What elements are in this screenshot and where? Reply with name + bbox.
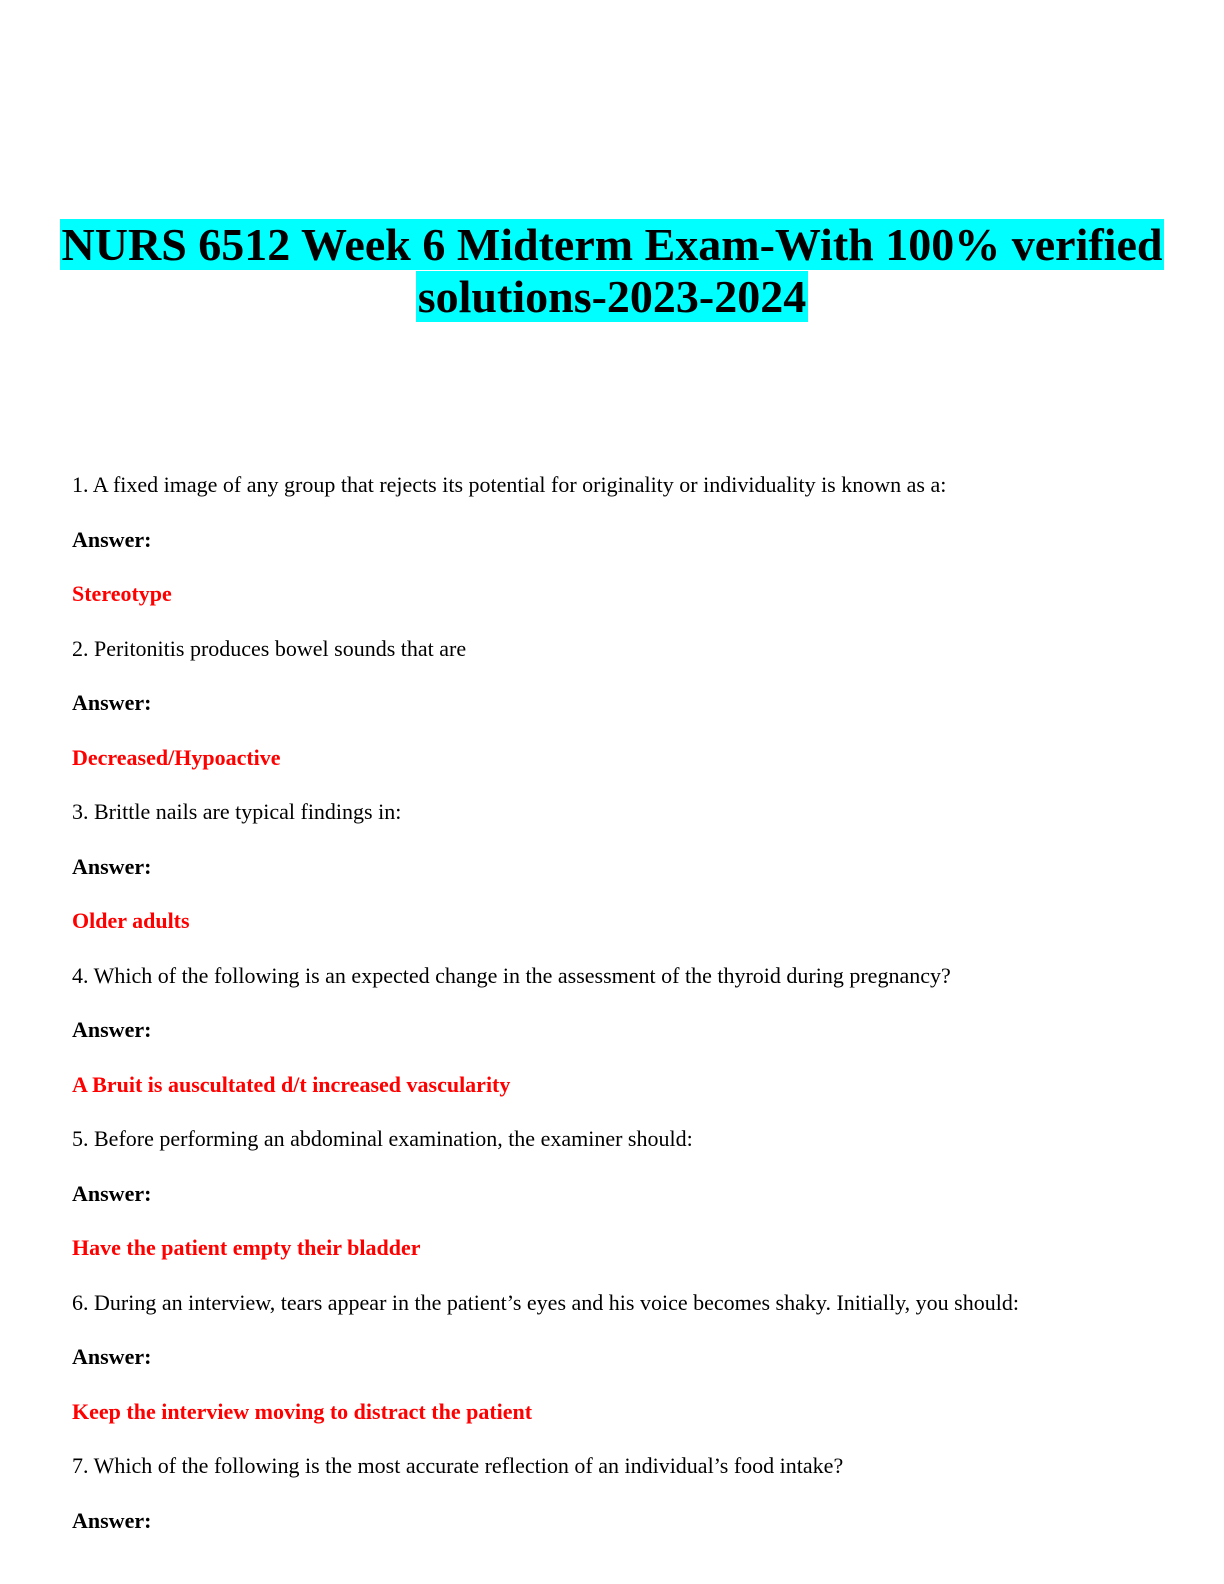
question-4: 4. Which of the following is an expected change in the assessment of the thyroid during pregnancy? <box>72 962 951 988</box>
answer-6: Keep the interview moving to distract the patient <box>72 1398 533 1424</box>
question-list <box>72 471 1172 1561</box>
answer-label-2: Answer: <box>72 690 152 715</box>
answer-2: Decreased/Hypoactive <box>72 744 281 770</box>
question-6: 6. During an interview, tears appear in the patient’s eyes and his voice becomes shaky. Initially, you should: <box>72 1289 1019 1315</box>
question-2: 2. Peritonitis produces bowel sounds that are <box>72 635 467 661</box>
answer-label-4: Answer: <box>72 1017 152 1042</box>
question-3: 3. Brittle nails are typical findings in: <box>72 799 402 824</box>
title-line-1: NURS 6512 Week 6 Midterm Exam-With 100% verified <box>61 219 1163 270</box>
answer-label-5: Answer: <box>72 1180 152 1206</box>
answer-3: Older adults <box>72 908 190 933</box>
question-5: 5. Before performing an abdominal examination, the examiner should: <box>72 1126 693 1151</box>
answer-label-3: Answer: <box>72 853 152 879</box>
answer-1: Stereotype <box>72 581 172 606</box>
answer-label-1: Answer: <box>72 526 152 552</box>
answer-label-7: Answer: <box>72 1507 152 1533</box>
title-line-2: solutions-2023-2024 <box>417 271 807 322</box>
answer-4: A Bruit is auscultated d/t increased vascularity <box>72 1071 511 1097</box>
answer-label-6: Answer: <box>72 1344 152 1369</box>
answer-5: Have the patient empty their bladder <box>72 1235 421 1260</box>
question-7: 7. Which of the following is the most accurate reflection of an individual’s food intake? <box>72 1453 844 1478</box>
document-title <box>0 219 1224 323</box>
question-1: 1. A fixed image of any group that rejects its potential for originality or individuality is known as a: <box>72 472 947 497</box>
